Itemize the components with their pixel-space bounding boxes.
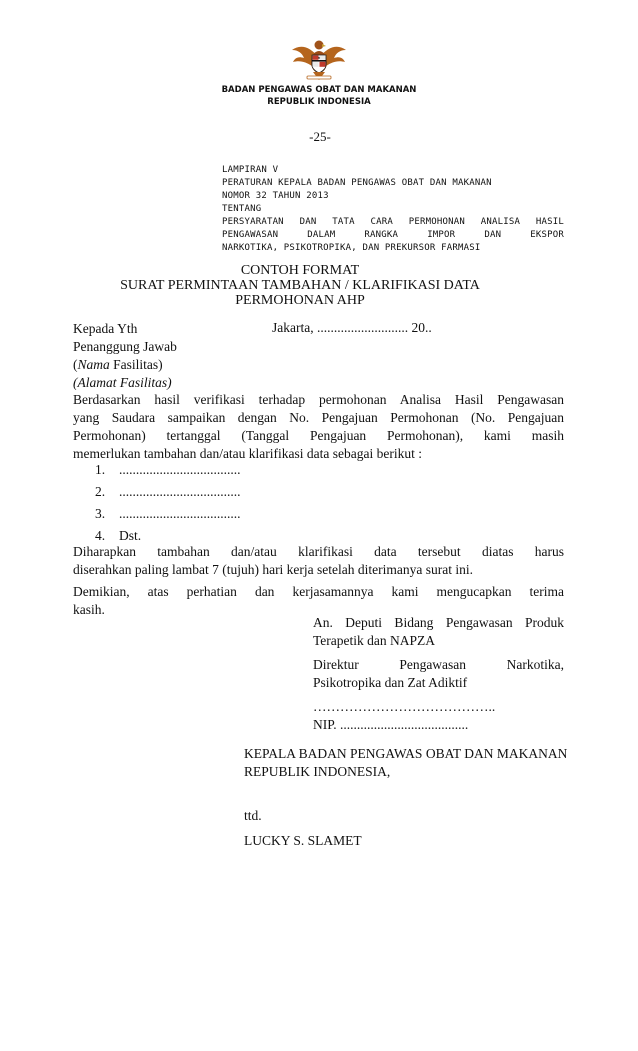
signatory-name-placeholder: ………………………………….. (313, 699, 496, 714)
lampiran-line: PERATURAN KEPALA BADAN PENGAWAS OBAT DAN MAKANAN (222, 178, 492, 188)
document-title (80, 263, 520, 308)
garuda-emblem-icon (288, 36, 350, 82)
head-title: KEPALA BADAN PENGAWAS OBAT DAN MAKANAN (244, 746, 568, 761)
list-item: 2. .................................... (95, 484, 241, 499)
head-name: LUCKY S. SLAMET (244, 833, 362, 848)
agency-name: BADAN PENGAWAS OBAT DAN MAKANAN (221, 85, 417, 95)
lampiran-line: PERSYARATAN DAN TATA CARA PERMOHONAN ANALISA HASIL (222, 217, 564, 227)
title-line: CONTOH FORMAT (240, 263, 360, 278)
recipient-facility-address: (Alamat Fasilitas) (73, 375, 172, 390)
page-number: -25- (309, 129, 331, 144)
recipient-address (73, 320, 177, 392)
title-line: SURAT PERMINTAAN TAMBAHAN / KLARIFIKASI DATA (120, 278, 480, 293)
lampiran-line: NARKOTIKA, PSIKOTROPIKA, DAN PREKURSOR FARMASI (222, 243, 481, 253)
head-of-agency (244, 745, 574, 781)
agency-header (160, 84, 478, 108)
signatory-nip: NIP. ...................................... (313, 717, 469, 732)
paragraph-intro: Berdasarkan hasil verifikasi terhadap permohonan Analisa Hasil Pengawasan yang Saudara sampaikan dengan No. Pengajuan Permohonan (No. Pengajuan Permohonan) tertanggal (Tanggal Pengajuan Permohonan), kami masih memerlukan tambahan dan/atau klarifikasi data sebagai berikut : (73, 392, 564, 461)
recipient-facility-name: (Nama Fasilitas) (73, 357, 163, 372)
list-item: 3. .................................... (95, 506, 241, 521)
signature-block (313, 614, 564, 734)
paragraph-closing: Demikian, atas perhatian dan kerjasamannya kami mengucapkan terima kasih. (73, 584, 564, 617)
signatory-on-behalf: Terapetik dan NAPZA (313, 633, 436, 648)
letter-date: Jakarta, ........................... 20.. (272, 320, 432, 335)
lampiran-line: TENTANG (222, 204, 262, 214)
paragraph-deadline: Diharapkan tambahan dan/atau klarifikasi data tersebut diatas harus diserahkan paling lambat 7 (tujuh) hari kerja setelah diterimanya surat ini. (73, 544, 564, 577)
recipient-role: Penanggung Jawab (73, 339, 177, 354)
agency-country: REPUBLIK INDONESIA (267, 97, 371, 107)
signatory-title: Psikotropika dan Zat Adiktif (313, 675, 468, 690)
lampiran-block (222, 164, 564, 255)
signed-mark: ttd. (244, 808, 262, 823)
signatory-title: Direktur Pengawasan Narkotika, (313, 657, 564, 672)
lampiran-line: LAMPIRAN V (222, 165, 279, 175)
signatory-on-behalf: An. Deputi Bidang Pengawasan Produk (313, 615, 564, 630)
lampiran-line: NOMOR 32 TAHUN 2013 (222, 191, 329, 201)
list-item: 1. .................................... (95, 462, 241, 477)
title-line: PERMOHONAN AHP (235, 293, 365, 308)
request-list (95, 459, 241, 547)
list-item: 4. Dst. (95, 528, 142, 543)
lampiran-line: PENGAWASAN DALAM RANGKA IMPOR DAN EKSPOR (222, 230, 564, 240)
recipient-to: Kepada Yth (73, 321, 138, 336)
head-title: REPUBLIK INDONESIA, (244, 764, 391, 779)
